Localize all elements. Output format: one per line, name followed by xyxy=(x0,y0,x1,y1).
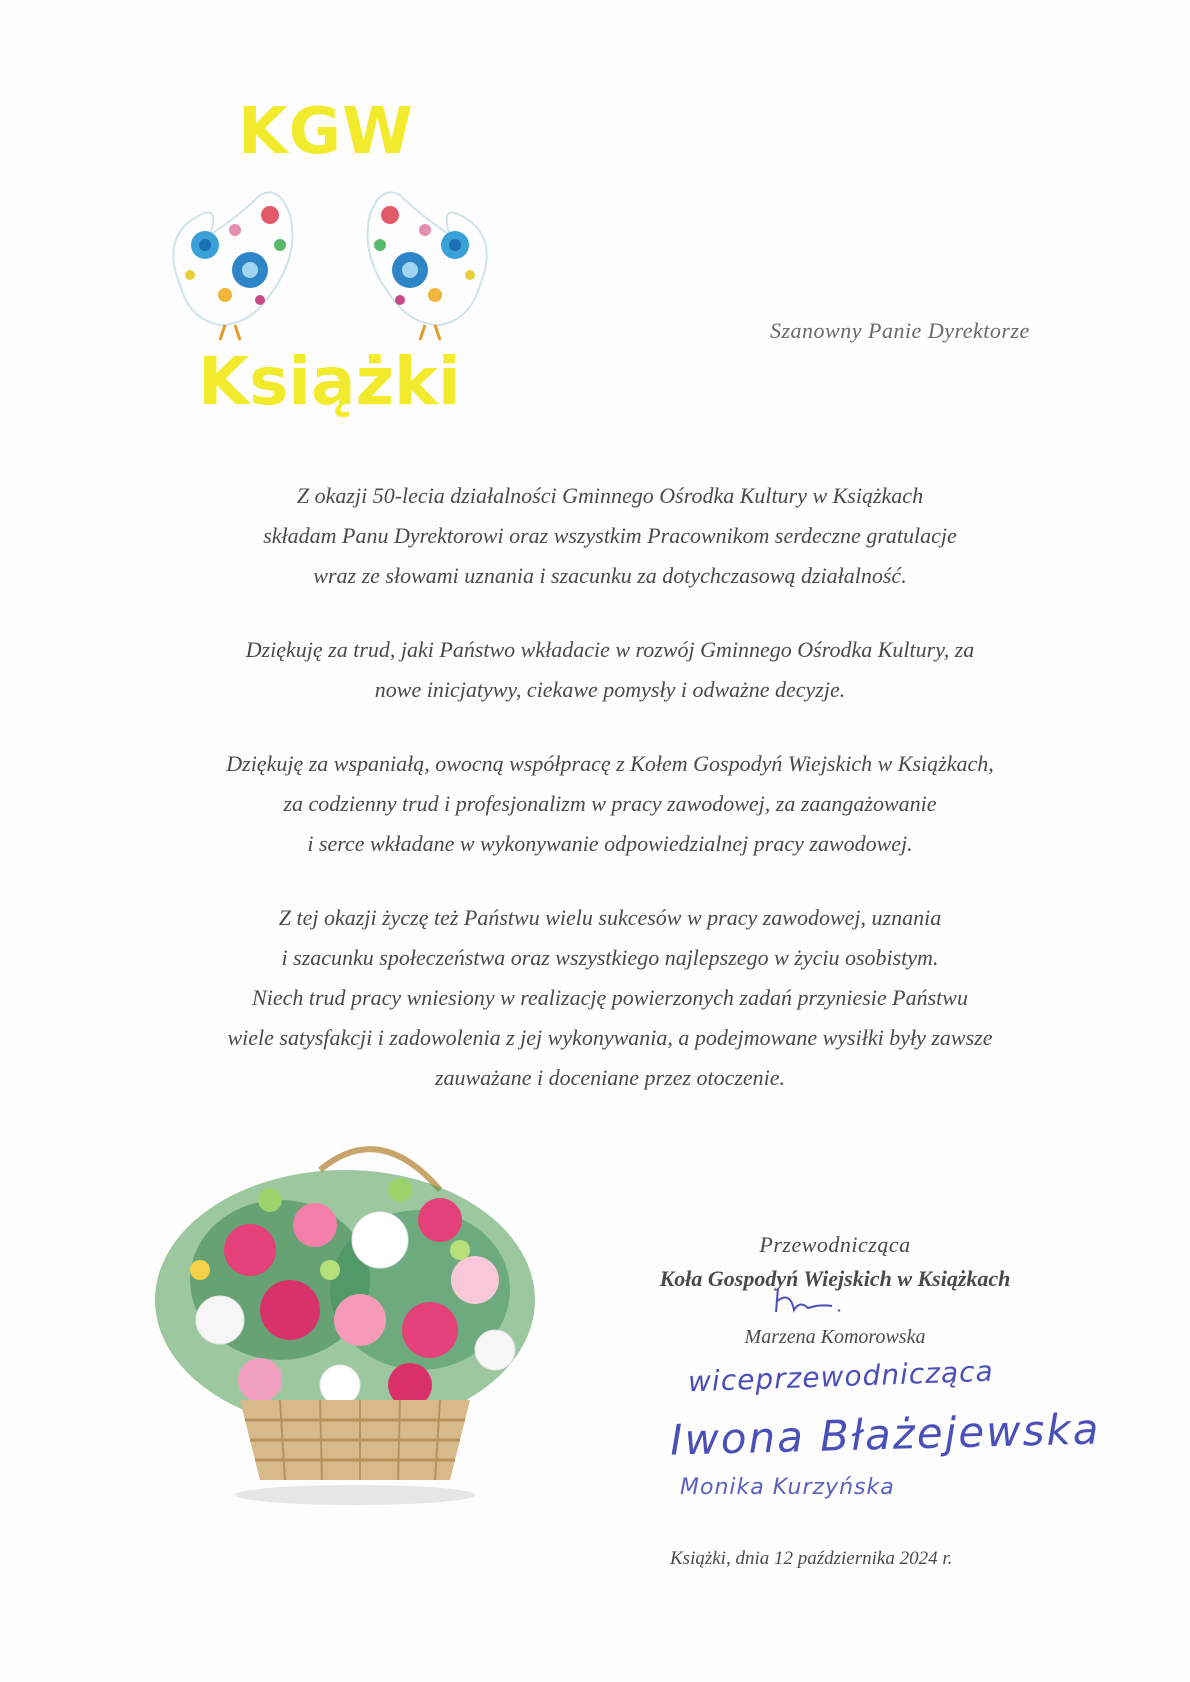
text-line: Dziękuję za trud, jaki Państwo wkładacie w rozwój Gminnego Ośrodka Kultury, za xyxy=(245,637,975,662)
paragraph-4 xyxy=(150,898,1070,1098)
kgw-logo xyxy=(150,95,510,435)
signatory-organization: Koła Gospodyń Wiejskich w Książkach xyxy=(659,1266,1011,1291)
text-line: zauważane i doceniane przez otoczenie. xyxy=(434,1065,786,1090)
logo-top-text: KGW xyxy=(238,95,414,169)
text-line: Dziękuję za wspaniałą, owocną współpracę z Kołem Gospodyń Wiejskich w Książkach, xyxy=(226,751,994,776)
paragraph-3 xyxy=(150,744,1070,864)
folk-roosters-illustration xyxy=(150,175,510,355)
text-line: nowe inicjatywy, ciekawe pomysły i odważne decyzje. xyxy=(374,677,846,702)
handwritten-name-1: Iwona Błażejewska xyxy=(669,1404,1102,1465)
flower-basket-image xyxy=(140,1130,550,1510)
handwritten-name-2: Monika Kurzyńska xyxy=(680,1475,895,1500)
letter-body xyxy=(150,476,1070,1132)
text-line: Z tej okazji życzę też Państwu wielu sukcesów w pracy zawodowej, uznania xyxy=(278,905,942,930)
date-line: Książki, dnia 12 października 2024 r. xyxy=(670,1548,953,1569)
text-line: wiele satysfakcji i zadowolenia z jej wykonywania, a podejmowane wysiłki były zawsze xyxy=(227,1025,993,1050)
text-line: i szacunku społeczeństwa oraz wszystkiego najlepszego w życiu osobistym. xyxy=(281,945,939,970)
left-rooster xyxy=(173,193,292,341)
text-line: składam Panu Dyrektorowi oraz wszystkim Pracownikom serdeczne gratulacje xyxy=(263,523,957,548)
handwritten-role: wiceprzewodnicząca xyxy=(687,1354,995,1399)
text-line: za codzienny trud i profesjonalizm w pracy zawodowej, za zaangażowanie xyxy=(283,791,937,816)
text-line: wraz ze słowami uznania i szacunku za dotychczasową działalność. xyxy=(313,563,907,588)
signatory-name: Marzena Komorowska xyxy=(744,1326,926,1348)
paragraph-2 xyxy=(150,630,1070,710)
text-line: Niech trud pracy wniesiony w realizację powierzonych zadań przyniesie Państwu xyxy=(252,985,968,1010)
handwritten-signature xyxy=(770,1280,850,1320)
text-line: Z okazji 50-lecia działalności Gminnego Ośrodka Kultury w Książkach xyxy=(296,483,924,508)
logo-bottom-text: Książki xyxy=(198,343,461,420)
signatory-title: Przewodnicząca xyxy=(759,1232,911,1257)
paragraph-1 xyxy=(150,476,1070,596)
right-rooster xyxy=(368,193,487,341)
text-line: i serce wkładane w wykonywanie odpowiedzialnej pracy zawodowej. xyxy=(307,831,913,856)
greeting: Szanowny Panie Dyrektorze xyxy=(770,318,1030,343)
